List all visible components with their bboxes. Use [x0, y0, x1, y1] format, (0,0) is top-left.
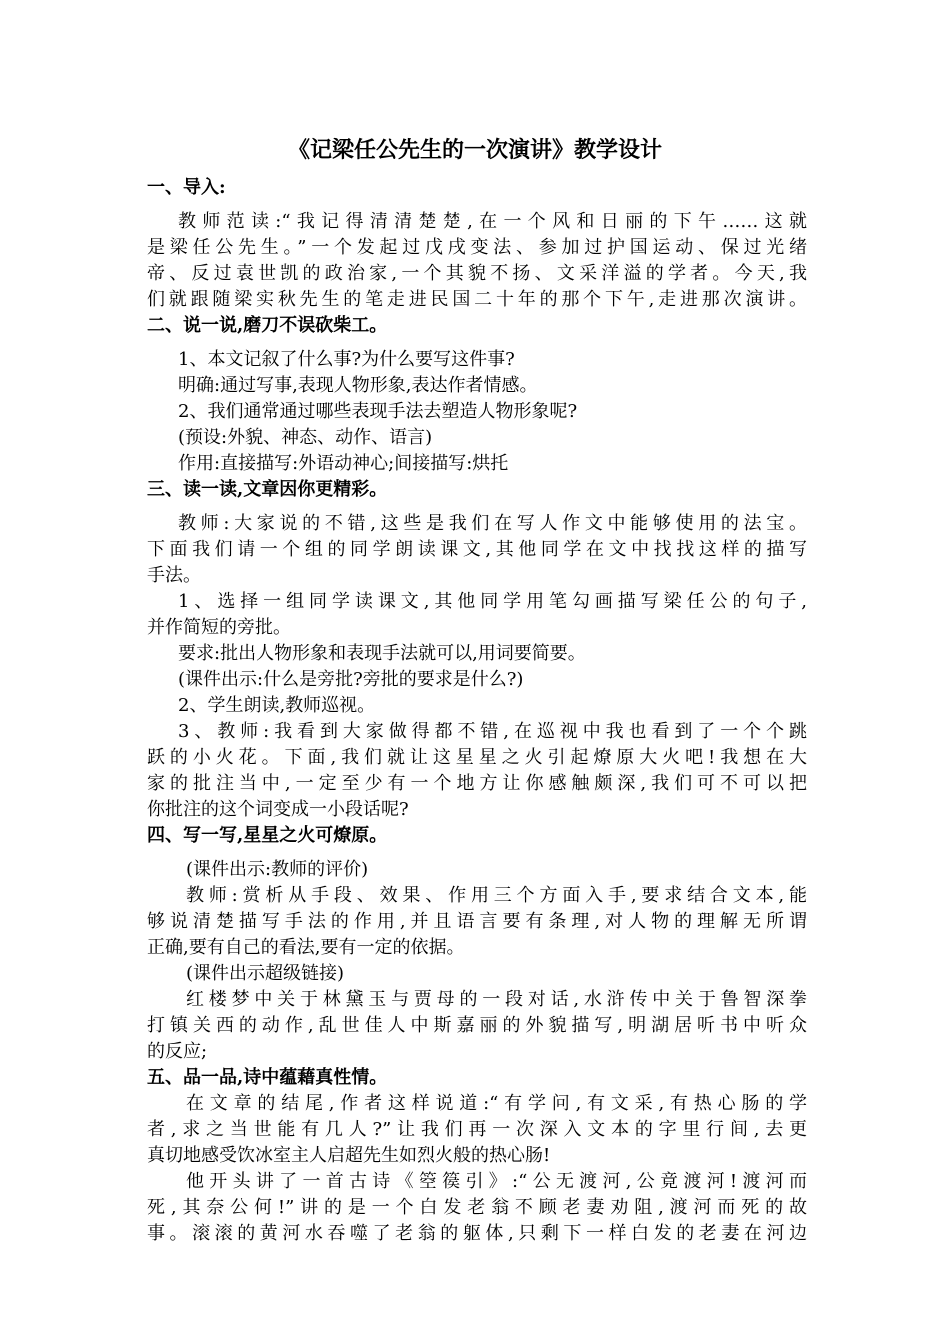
section-heading: 五、品一品,诗中蕴藉真性情。 — [147, 1067, 388, 1088]
body-text-line: 你批注的这个词变成一小段话呢? — [147, 799, 409, 820]
body-text-line: 真切地感受饮冰室主人启超先生如烈火般的热心肠! — [147, 1145, 551, 1166]
body-text-line: 2、我们通常通过哪些表现手法去塑造人物形象呢? — [178, 401, 578, 422]
body-text-line: 的反应; — [147, 1041, 208, 1062]
section-heading: 四、写一写,星星之火可燎原。 — [147, 825, 388, 846]
body-text-line: 红楼梦中关于林黛玉与贾母的一段对话,水浒传中关于鲁智深拳 — [186, 989, 807, 1010]
body-text-line: 帝、反过袁世凯的政治家,一个其貌不扬、文采洋溢的学者。今天,我 — [147, 263, 807, 284]
body-text-line: 家的批注当中,一定至少有一个地方让你感触颇深,我们可不可以把 — [147, 773, 807, 794]
body-text-line: (课件出示:教师的评价) — [186, 859, 369, 880]
body-text-line: 在文章的结尾,作者这样说道:“有学问,有文采,有热心肠的学 — [186, 1093, 807, 1114]
body-text-line: 1、本文记叙了什么事?为什么要写这件事? — [178, 349, 515, 370]
body-text-line: 教师范读:“我记得清清楚楚,在一个风和日丽的下午……这就 — [178, 211, 807, 232]
section-heading: 一、导入: — [147, 177, 226, 198]
body-text-line: (课件出示:什么是旁批?旁批的要求是什么?) — [178, 669, 524, 690]
body-text-line: 教师:大家说的不错,这些是我们在写人作文中能够使用的法宝。 — [178, 513, 807, 534]
body-text-line: 要求:批出人物形象和表现手法就可以,用词要简要。 — [178, 643, 586, 664]
body-text-line: 下面我们请一个组的同学朗读课文,其他同学在文中找找这样的描写 — [147, 539, 807, 560]
section-heading: 三、读一读,文章因你更精彩。 — [147, 479, 388, 500]
body-text-line: 2、学生朗读,教师巡视。 — [178, 695, 376, 716]
body-text-line: 并作简短的旁批。 — [147, 617, 291, 638]
body-text-line: 是梁任公先生。”一个发起过戊戌变法、参加过护国运动、保过光绪 — [147, 237, 807, 258]
body-text-line: 正确,要有自己的看法,要有一定的依据。 — [147, 937, 465, 958]
body-text-line: 事。滚滚的黄河水吞噬了老翁的躯体,只剩下一样白发的老妻在河边 — [147, 1223, 807, 1244]
body-text-line: 打镇关西的动作,乱世佳人中斯嘉丽的外貌描写,明湖居听书中听众 — [147, 1015, 807, 1036]
body-text-line: 他开头讲了一首古诗《箜篌引》:“公无渡河,公竟渡河!渡河而 — [186, 1171, 807, 1192]
body-text-line: 够说清楚描写手法的作用,并且语言要有条理,对人物的理解无所谓 — [147, 911, 807, 932]
body-text-line: 者,求之当世能有几人?”让我们再一次深入文本的字里行间,去更 — [147, 1119, 807, 1140]
body-text-line: 1、选择一组同学读课文,其他同学用笔勾画描写梁任公的句子, — [178, 591, 807, 612]
body-text-line: 作用:直接描写:外语动神心;间接描写:烘托 — [178, 453, 509, 474]
body-text-line: 死,其奈公何!”讲的是一个白发老翁不顾老妻劝阻,渡河而死的故 — [147, 1197, 807, 1218]
body-text-line: (课件出示超级链接) — [186, 963, 345, 984]
body-text-line: 手法。 — [147, 565, 201, 586]
body-text-line: 们就跟随梁实秋先生的笔走进民国二十年的那个下午,走进那次演讲。 — [147, 289, 807, 310]
document-title: 《记梁任公先生的一次演讲》教学设计 — [287, 137, 662, 163]
body-text-line: 明确:通过写事,表现人物形象,表达作者情感。 — [178, 375, 538, 396]
body-text-line: 3、教师:我看到大家做得都不错,在巡视中我也看到了一个个跳 — [178, 721, 807, 742]
body-text-line: 跃的小火花。下面,我们就让这星星之火引起燎原大火吧!我想在大 — [147, 747, 807, 768]
body-text-line: 教师:赏析从手段、效果、作用三个方面入手,要求结合文本,能 — [186, 885, 807, 906]
section-heading: 二、说一说,磨刀不误砍柴工。 — [147, 315, 388, 336]
body-text-line: (预设:外貌、神态、动作、语言) — [178, 427, 433, 448]
